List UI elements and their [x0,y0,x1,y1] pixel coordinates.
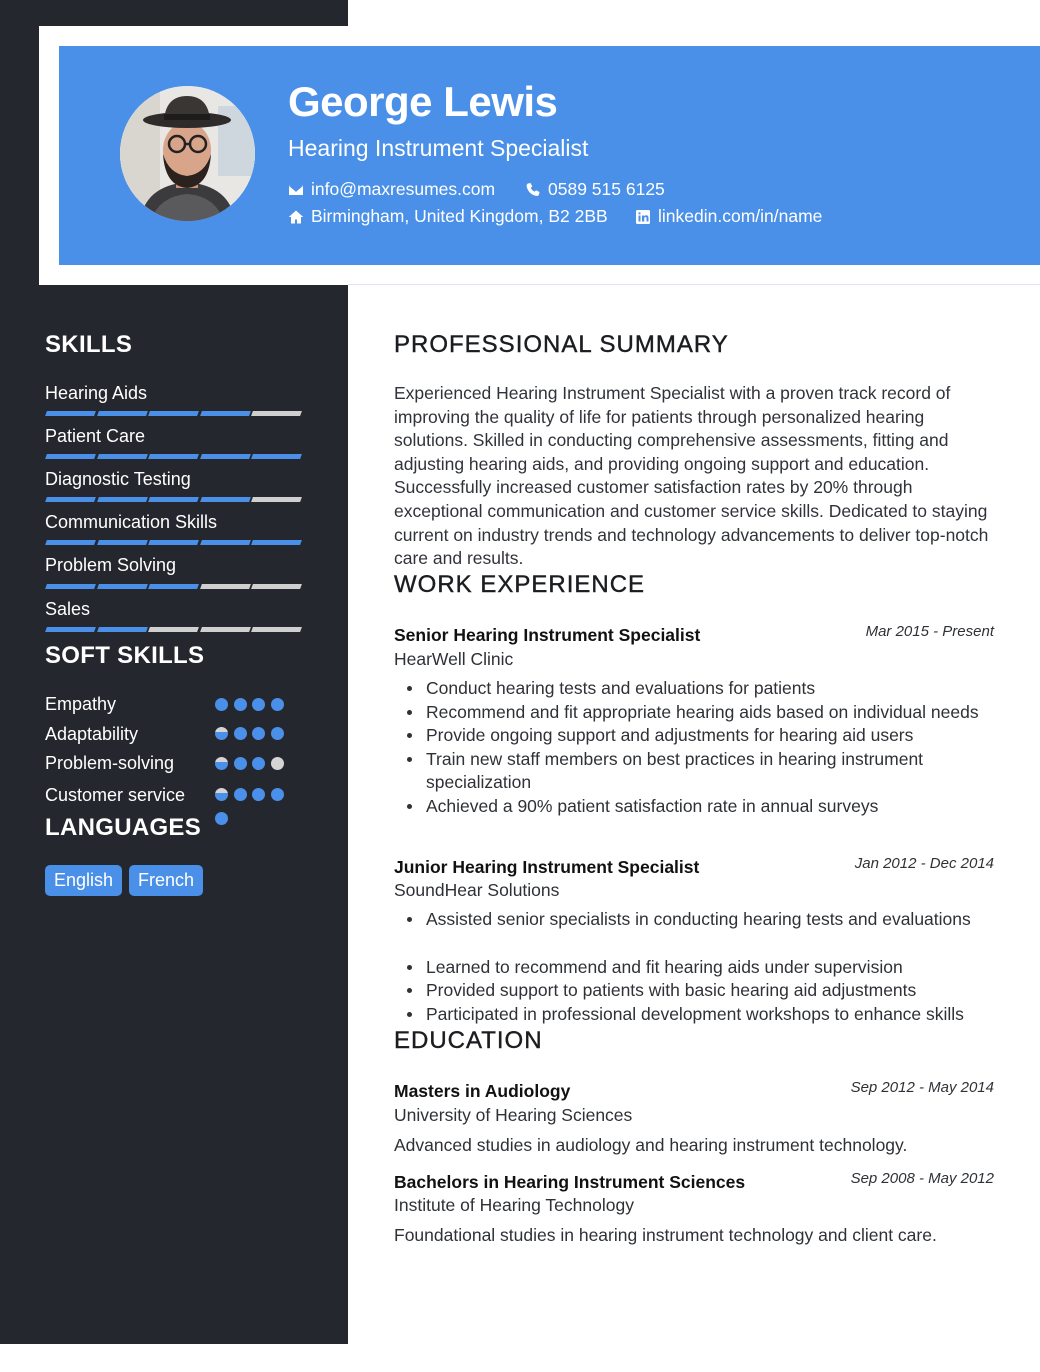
skill-level-segment [148,497,199,502]
list-item: Train new staff members on best practices in hearing instrument specialization [426,748,1006,795]
skill-level-segment [200,627,251,632]
skill-level-segment [200,584,251,589]
candidate-title: Hearing Instrument Specialist [288,135,589,161]
skill-label: Hearing Aids [45,383,148,403]
linkedin-icon [635,209,651,225]
skill-label: Diagnostic Testing [45,469,191,489]
rating-dot [215,757,228,770]
job-role: Senior Hearing Instrument Specialist [394,625,701,645]
skill-label: Communication Skills [45,512,218,532]
summary-text: Experienced Hearing Instrument Specialist with a proven track record of improving the quality of life for patients through personalized hearing solutions. Skilled in conducting comprehensive assessments, fitting and adjusting hearing aids, and providing ongoing support and education. Successfully increased customer satisfaction rates by 20% through exceptional communication and customer service skills. Dedicated to staying current on industry trends and technology advancements to deliver top-notch care and results. [394,383,989,569]
list-item: Recommend and fit appropriate hearing aids based on individual needs [426,701,1006,725]
education-heading: EDUCATION [394,1027,543,1054]
school-name: University of Hearing Sciences [394,1105,633,1125]
envelope-icon [288,182,304,198]
job-company: SoundHear Solutions [394,880,560,900]
soft-skill-dots [215,698,295,712]
soft-skill-dots [215,788,295,802]
rating-dot [234,727,247,740]
skill-bar [46,627,302,634]
skill-level-segment [251,454,302,459]
profile-photo [120,86,255,221]
summary-heading: PROFESSIONAL SUMMARY [394,331,729,358]
job-company: HearWell Clinic [394,649,514,669]
job-bullets [394,908,1040,1026]
rating-dot [215,727,228,740]
phone-text: 0589 515 6125 [548,179,665,199]
skills-heading: SKILLS [45,331,133,358]
list-item: Achieved a 90% patient satisfaction rate in annual surveys [426,795,1006,819]
education-dates: Sep 2012 - May 2014 [850,1079,994,1096]
language-badge: French [129,865,203,896]
rating-dot [215,698,228,711]
degree-title: Bachelors in Hearing Instrument Sciences [394,1172,746,1192]
skill-label: Sales [45,599,91,619]
skill-level-segment [45,540,96,545]
skill-label: Problem Solving [45,555,177,575]
list-item: Participated in professional development workshops to enhance skills [426,1003,1040,1027]
skill-level-segment [148,584,199,589]
skill-level-segment [45,454,96,459]
skill-level-segment [251,584,302,589]
skill-level-segment [148,627,199,632]
job-dates: Jan 2012 - Dec 2014 [854,855,994,872]
skill-level-segment [45,584,96,589]
skill-bar [46,540,302,547]
education-dates: Sep 2008 - May 2012 [850,1170,994,1187]
skill-level-segment [45,497,96,502]
job-bullets [394,677,1006,819]
rating-dot [271,727,284,740]
skill-level-segment [148,540,199,545]
skill-level-segment [200,411,251,416]
contact-linkedin[interactable] [635,206,822,227]
list-item: Learned to recommend and fit hearing aids under supervision [426,956,1040,980]
degree-title: Masters in Audiology [394,1081,571,1101]
rating-dot [215,788,228,801]
school-name: Institute of Hearing Technology [394,1195,634,1215]
contact-phone[interactable] [525,179,665,200]
rating-dot [234,788,247,801]
education-description: Advanced studies in audiology and hearing instrument technology. [394,1135,908,1155]
rating-dot [252,698,265,711]
skill-level-segment [200,540,251,545]
skill-bar [46,497,302,504]
job-role: Junior Hearing Instrument Specialist [394,857,700,877]
soft-skill-dots [215,727,295,741]
rating-dot [252,727,265,740]
rating-dot [271,698,284,711]
contact-location [288,206,608,227]
education-description: Foundational studies in hearing instrument technology and client care. [394,1225,937,1245]
work-heading: WORK EXPERIENCE [394,571,646,598]
languages-heading: LANGUAGES [45,814,202,841]
skill-level-segment [200,497,251,502]
soft-skill-label: Problem-solving [45,753,175,773]
header-divider [348,284,1040,285]
soft-skill-dots [215,757,295,771]
email-text: info@maxresumes.com [311,179,496,199]
rating-dot [252,757,265,770]
candidate-name: George Lewis [288,78,558,125]
skill-level-segment [97,497,148,502]
skill-bar [46,411,302,418]
list-item: Provided support to patients with basic hearing aid adjustments [426,979,1040,1003]
contact-email[interactable] [288,179,495,200]
linkedin-text: linkedin.com/in/name [658,206,823,226]
rating-dot [234,698,247,711]
skill-level-segment [97,411,148,416]
skill-bar [46,584,302,591]
location-text: Birmingham, United Kingdom, B2 2BB [311,206,608,226]
soft-skill-label: Empathy [45,694,117,714]
skill-level-segment [97,584,148,589]
skill-level-segment [251,411,302,416]
skill-level-segment [45,411,96,416]
rating-dot [271,757,284,770]
skill-level-segment [251,497,302,502]
soft-skill-label: Adaptability [45,724,139,744]
phone-icon [525,182,541,198]
avatar [120,86,255,221]
header [59,46,1040,265]
skill-level-segment [97,540,148,545]
page-bottom-margin [0,1344,1040,1372]
rating-dot [271,788,284,801]
skill-level-segment [97,627,148,632]
list-item: Assisted senior specialists in conducting hearing tests and evaluations [426,908,1040,932]
skill-level-segment [148,411,199,416]
skill-level-segment [251,540,302,545]
job-dates: Mar 2015 - Present [865,623,994,640]
rating-dot [252,788,265,801]
home-icon [288,209,304,225]
language-badge: English [45,865,122,896]
list-item: Conduct hearing tests and evaluations for patients [426,677,1006,701]
list-item: Provide ongoing support and adjustments for hearing aid users [426,724,1006,748]
skill-level-segment [45,627,96,632]
skill-level-segment [97,454,148,459]
skill-bar [46,454,302,461]
skill-level-segment [200,454,251,459]
skill-level-segment [251,627,302,632]
skill-level-segment [148,454,199,459]
rating-dot [215,812,228,825]
soft-skill-label: Customer service [45,785,186,805]
soft-skills-heading: SOFT SKILLS [45,642,205,669]
skill-label: Patient Care [45,426,146,446]
rating-dot [234,757,247,770]
